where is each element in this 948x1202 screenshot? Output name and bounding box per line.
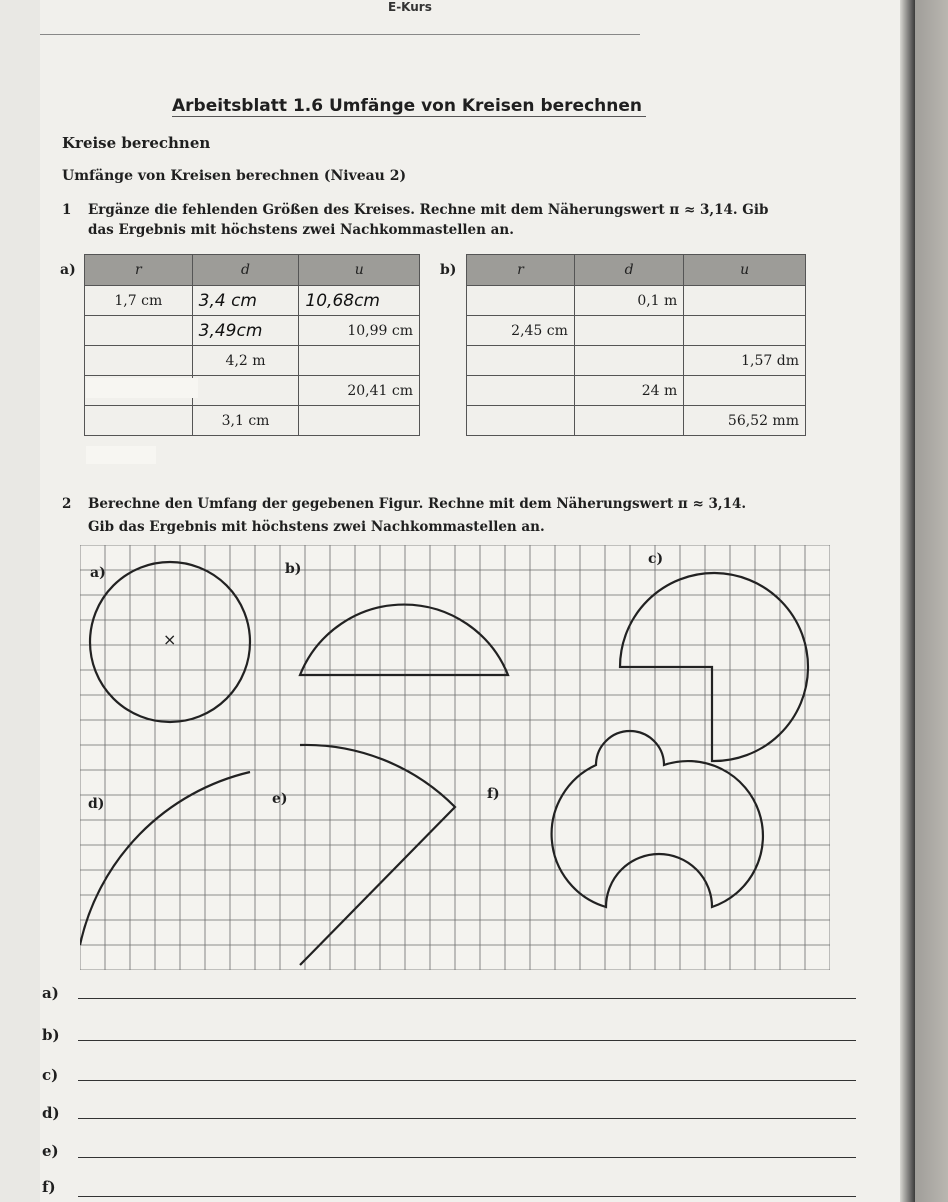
page-margin <box>0 0 40 1202</box>
cell-r-empty[interactable] <box>467 286 575 316</box>
cell-d: 3,1 cm <box>192 406 299 436</box>
answer-line-f[interactable] <box>78 1196 856 1197</box>
answer-label-d: d) <box>42 1104 60 1122</box>
answer-label-c: c) <box>42 1066 59 1084</box>
figure-e-label: e) <box>272 791 288 807</box>
answer-label-a: a) <box>42 984 59 1002</box>
correction-tape <box>86 378 198 398</box>
figure-b-label: b) <box>285 561 302 577</box>
subsection-heading: Umfänge von Kreisen berechnen (Niveau 2) <box>62 168 407 184</box>
cell-d-empty[interactable] <box>192 376 299 406</box>
cell-r: 2,45 cm <box>467 316 575 346</box>
task2-instruction-line1: Berechne den Umfang der gegebenen Figur. Rechne mit dem Näherungswert π ≈ 3,14. <box>88 496 747 512</box>
cell-u-empty[interactable] <box>684 286 806 316</box>
table-row <box>467 286 806 316</box>
answer-line-a[interactable] <box>78 998 856 999</box>
table-row <box>467 346 806 376</box>
circle-center-mark: × <box>163 630 177 649</box>
table-row <box>467 376 806 406</box>
answer-label-b: b) <box>42 1026 60 1044</box>
figure-c-label: c) <box>648 551 664 567</box>
header-r: r <box>85 255 193 286</box>
task1-number: 1 <box>62 202 72 218</box>
cell-d: 4,2 m <box>192 346 299 376</box>
answer-label-e: e) <box>42 1142 59 1160</box>
header-divider <box>40 34 640 35</box>
table-row <box>85 286 420 316</box>
answer-line-b[interactable] <box>78 1040 856 1041</box>
cell-u: 1,57 dm <box>684 346 806 376</box>
table-header-row <box>467 255 806 286</box>
table-row <box>467 316 806 346</box>
cell-r-empty[interactable] <box>85 346 193 376</box>
task1-instruction-line2: das Ergebnis mit höchstens zwei Nachkommastellen an. <box>88 222 514 238</box>
cell-d: 24 m <box>574 376 683 406</box>
header-d: d <box>574 255 683 286</box>
header-u: u <box>684 255 806 286</box>
figure-d-label: d) <box>88 796 105 812</box>
header-u: u <box>299 255 420 286</box>
cell-r-empty[interactable] <box>467 406 575 436</box>
cell-r: 1,7 cm <box>85 286 193 316</box>
table-row <box>85 406 420 436</box>
table-b-label: b) <box>440 262 457 278</box>
cell-u: 20,41 cm <box>299 376 420 406</box>
table-row <box>467 406 806 436</box>
answer-line-c[interactable] <box>78 1080 856 1081</box>
header-r: r <box>467 255 575 286</box>
title-underline <box>172 116 646 117</box>
answer-line-d[interactable] <box>78 1118 856 1119</box>
cell-u: 10,99 cm <box>299 316 420 346</box>
cell-d-empty[interactable] <box>574 346 683 376</box>
table-b <box>466 254 806 436</box>
cell-d-empty[interactable] <box>574 316 683 346</box>
cell-r-empty[interactable] <box>467 346 575 376</box>
cell-d: 0,1 m <box>574 286 683 316</box>
task2-number: 2 <box>62 496 72 512</box>
figure-f-label: f) <box>487 786 500 802</box>
table-a <box>84 254 420 436</box>
task1-instruction-line1: Ergänze die fehlenden Größen des Kreises. Rechne mit dem Näherungswert π ≈ 3,14. Gib <box>88 202 769 218</box>
table-row <box>85 316 420 346</box>
cell-d-empty[interactable] <box>574 406 683 436</box>
figure-grid <box>80 545 830 970</box>
handwritten-cell-d[interactable]: 3,49cm <box>192 316 299 346</box>
cell-u-empty[interactable] <box>684 376 806 406</box>
page-edge-shadow <box>900 0 915 1202</box>
cell-r-empty[interactable] <box>467 376 575 406</box>
worksheet-title: Arbeitsblatt 1.6 Umfänge von Kreisen berechnen <box>172 96 642 116</box>
figure-a-label: a) <box>90 565 106 581</box>
answer-label-f: f) <box>42 1178 56 1196</box>
cell-u-empty[interactable] <box>299 346 420 376</box>
cell-u: 56,52 mm <box>684 406 806 436</box>
header-d: d <box>192 255 299 286</box>
task2-instruction-line2: Gib das Ergebnis mit höchstens zwei Nachkommastellen an. <box>88 519 545 535</box>
table-header-row <box>85 255 420 286</box>
cell-u-empty[interactable] <box>299 406 420 436</box>
course-label: E-Kurs <box>388 0 432 14</box>
section-heading: Kreise berechnen <box>62 134 211 152</box>
cell-r-empty[interactable] <box>85 316 193 346</box>
handwritten-cell-u[interactable]: 10,68cm <box>299 286 420 316</box>
table-row <box>85 346 420 376</box>
handwritten-cell-d[interactable]: 3,4 cm <box>192 286 299 316</box>
table-a-label: a) <box>60 262 76 278</box>
correction-tape <box>86 446 156 464</box>
answer-line-e[interactable] <box>78 1157 856 1158</box>
cell-r-empty[interactable] <box>85 406 193 436</box>
cell-u-empty[interactable] <box>684 316 806 346</box>
